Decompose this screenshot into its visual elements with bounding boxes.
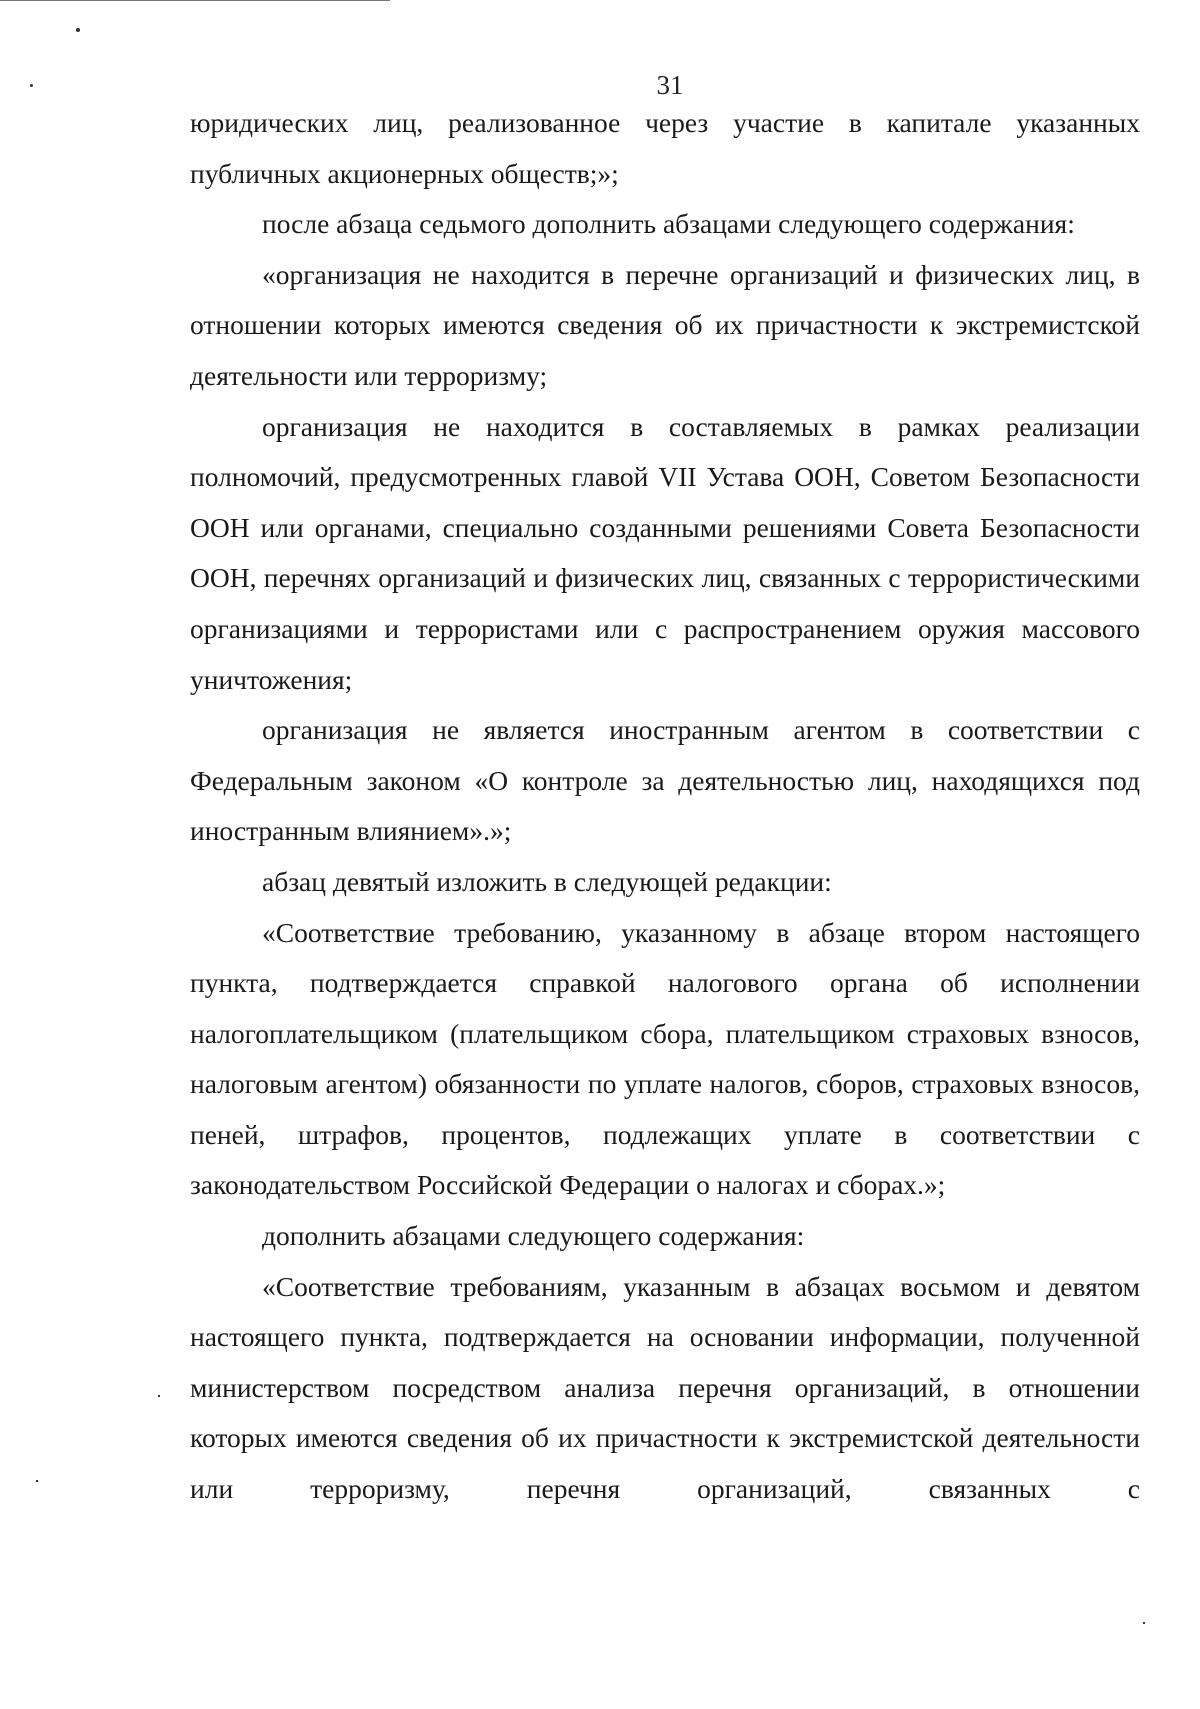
paragraph-quoted: организация не является иностранным агентом в соответствии с Федеральным законом «О контроле за деятельностью лиц, находящихся под иностранным влиянием».»; [190,714,1140,847]
scan-speck [30,84,33,87]
paragraph-instruction: после абзаца седьмого дополнить абзацами следующего содержания: [262,208,1075,240]
paragraph-quoted: «Соответствие требованию, указанному в абзаце втором настоящего пункта, подтверждается справкой налогового органа об исполнении налогоплательщиком (плательщиком сбора, плательщиком страховых взносов, налоговым агентом) обязанности по уплате налогов, сборов, страховых взносов, пеней, штрафов, процентов, подлежащих уплате в соответствии с законодательством Российской Федерации о налогах и сборах.»; [190,916,1140,1201]
paragraph-quoted: «Соответствие требованиям, указанным в абзацах восьмом и девятом настоящего пункта, подтверждается на основании информации, полученной министерством посредством анализа перечня организаций, в отношении которых имеются сведения об их причастности к экстремистской деятельности или терроризму, перечня организаций, связанных с [190,1270,1140,1505]
paragraph-instruction: дополнить абзацами следующего содержания: [262,1220,805,1252]
paragraph-quoted: организация не находится в составляемых в рамках реализации полномочий, предусмотренных главой VII Устава ООН, Советом Безопасности ООН или органами, специально созданными решениями Совета Безопасности ООН, перечнях организаций и физических лиц, связанных с террористическими организациями и террористами или с распространением оружия массового уничтожения; [190,410,1140,695]
scan-line [0,0,390,1]
document-body [190,98,1140,1515]
paragraph-continuation: юридических лиц, реализованное через участие в капитале указанных публичных акционерных обществ;»; [190,107,1140,189]
page-number: 31 [656,70,684,100]
scan-speck [76,28,80,32]
paragraph-instruction: абзац девятый изложить в следующей редакции: [262,865,832,897]
scan-speck [36,1480,38,1482]
scan-speck [1143,1622,1145,1624]
scan-speck [158,1395,160,1397]
paragraph-quoted: «организация не находится в перечне организаций и физических лиц, в отношении которых имеются сведения об их причастности к экстремистской деятельности или терроризму; [190,258,1140,391]
